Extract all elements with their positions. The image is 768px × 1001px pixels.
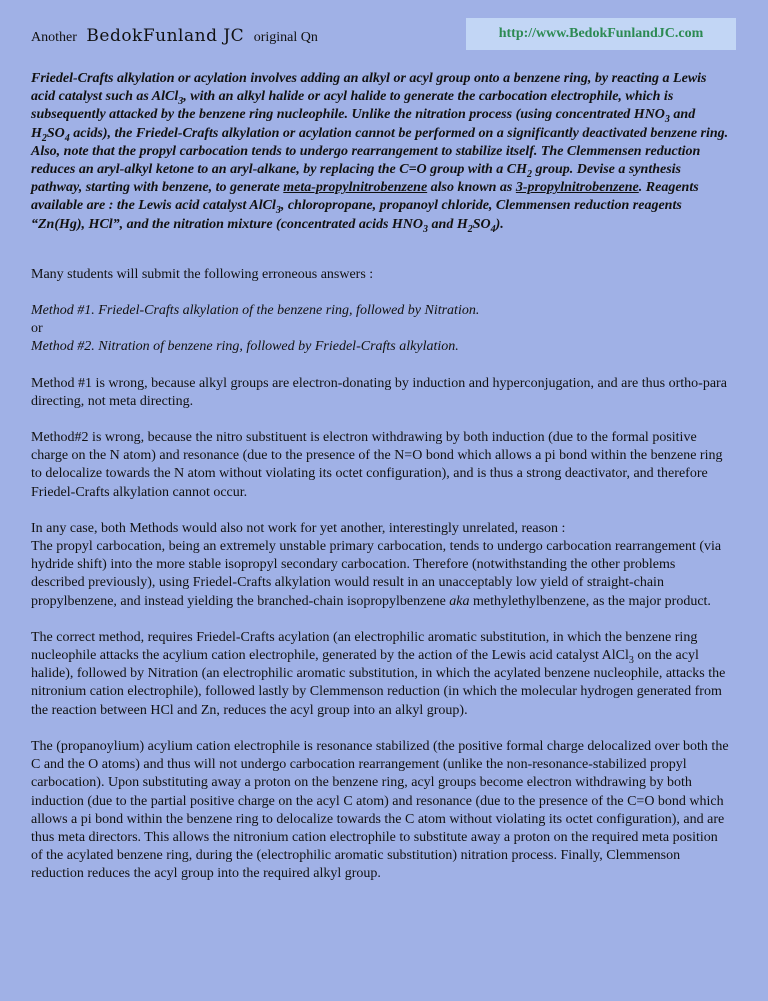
brand-line (31, 26, 318, 46)
method-2-explanation: Method#2 is wrong, because the nitro substituent is electron withdrawing by both induction (due to the formal positive charge on the N atom) and resonance (due to the presence of the N=O bond which allows a pi bond within the benzene ring to delocalize towards the N atom without violating its octet configuration), and is thus a strong deactivator, and therefore Friedel-Crafts alkylation cannot occur. (31, 430, 723, 500)
method-1-line: Method #1. Friedel-Crafts alkylation of the benzene ring, followed by Nitration. (31, 303, 480, 319)
carbocation-rearrangement-paragraph: The propyl carbocation, being an extremely unstable primary carbocation, tends to undergo carbocation rearrangement (via hydride shift) into the more stable isopropyl secondary carbocation. Therefore (notwithstanding the other problems described previously), using Friedel-Crafts alkylation would result in an unacceptably low yield of straight-chain propylbenzene, and instead yielding the branched-chain isopropylbenzene aka methylethylbenzene, as the major product. (31, 539, 722, 609)
document-body (31, 70, 729, 884)
in-any-case-line: In any case, both Methods would also not work for yet another, interestingly unrelated, reason : (31, 520, 566, 536)
brand-prefix: Another (31, 30, 77, 45)
website-url[interactable]: http://www.BedokFunlandJC.com (498, 26, 704, 41)
method-2-line: Method #2. Nitration of benzene ring, followed by Friedel-Crafts alkylation. (31, 339, 459, 355)
method-1-explanation: Method #1 is wrong, because alkyl groups are electron-donating by induction and hyperconjugation, and are thus ortho-para directing, not meta directing. (31, 375, 727, 409)
question-paragraph: Friedel-Crafts alkylation or acylation involves adding an alkyl or acyl group onto a benzene ring, by reacting a Lewis acid catalyst such as AlCl$_3$, with an alkyl halide or acyl halide to generate the carbocation electrophile, which is subsequently attacked by the benzene ring nucleophile. Unlike the nitration process (using concentrated $HNO_3$ and $H_2SO_4$ acids), the Friedel-Crafts alkylation or acylation cannot be performed on a significantly deactivated benzene ring. Also, note that the propyl carbocation tends to undergo rearrangement to stabilize itself. The Clemmensen reduction reduces an aryl-alkyl ketone to an aryl-alkane, by replacing the C=O group with a $CH_2$ group. Devise a synthesis pathway, starting with benzene, to generate meta-propylnitrobenzene also known as 3-propylnitrobenzene. Reagents available are : the Lewis acid catalyst AlCl$_3$, chloropropane, propanoyl chloride, Clemmensen reduction reagents “Zn(Hg), HCl”, and the nitration mixture (concentrated acids $HNO_3$ and $H_2SO_4$). (31, 71, 729, 235)
target-compound-name: meta-propylnitrobenzene (283, 180, 428, 196)
correct-method-paragraph: The correct method, requires Friedel-Crafts acylation (an electrophilic aromatic substitution, in which the benzene ring nucleophile attacks the acylium cation electrophile, generated by the action of the Lewis acid catalyst AlCl$_3$ on the acyl halide), followed by Nitration (an electrophilic aromatic substitution, in which the acylated benzene nucleophile, attacks the nitronium cation electrophile), followed lastly by Clemmenson reduction (in which the molecular hydrogen generated from the reaction between HCl and Zn, reduces the acyl group into an alkyl group). (31, 629, 726, 718)
intro-line: Many students will submit the following erroneous answers : (31, 266, 374, 282)
brand-suffix: original Qn (253, 30, 318, 45)
or-line: or (31, 321, 43, 337)
website-link[interactable] (466, 18, 736, 50)
target-compound-alt-name: 3-propylnitrobenzene (515, 180, 639, 196)
final-explanation-paragraph: The (propanoylium) acylium cation electrophile is resonance stabilized (the positive formal charge delocalized over both the C and the O atoms) and thus will not undergo carbocation rearrangement (unlike the non-resonance-stabilized propyl carbocation). Upon substituting away a proton on the benzene ring, acyl groups become electron withdrawing by both induction (due to the partial positive charge on the acyl C atom) and resonance (due to the presence of the C=O bond which allows a pi bond within the benzene ring to delocalize towards the C atom without violating its octet configuration), and are thus meta directors. This allows the nitronium cation electrophile to substitute away a proton on the required meta position of the acylated benzene ring, during the (electrophilic aromatic substitution) nitration process. Finally, Clemmenson reduction reduces the acyl group into the required alkyl group. (31, 738, 729, 882)
brand-logo: BedokFunland JC (86, 26, 245, 46)
page-header (31, 18, 736, 52)
